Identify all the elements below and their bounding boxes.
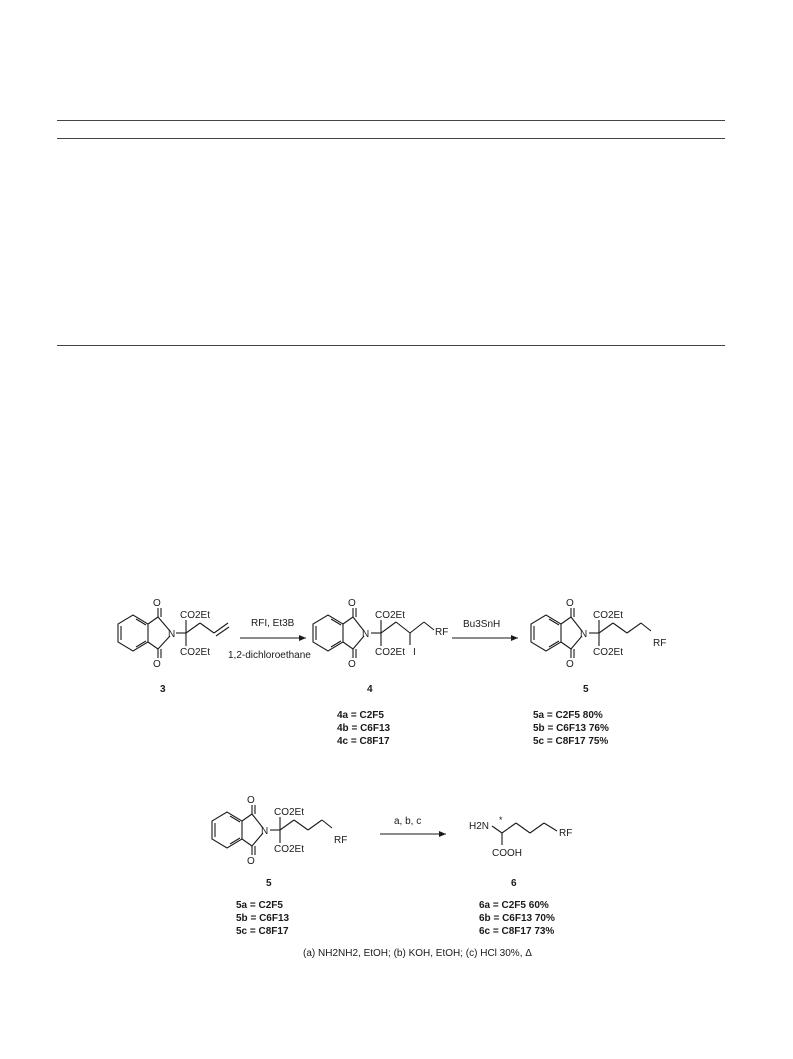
variant-5b: 5b = C6F13 76%: [533, 723, 609, 734]
variant-5a: 5a = C2F5 80%: [533, 710, 603, 721]
variant-5c: 5c = C8F17: [236, 926, 289, 937]
scheme2-reagents: a, b, c: [394, 816, 422, 827]
perfluoroalkyl-label: RF: [334, 835, 348, 846]
variant-6c: 6c = C8F17 73%: [479, 926, 555, 937]
ester-label: CO2Et: [375, 647, 406, 658]
nitrogen-label: N: [261, 826, 269, 837]
step1-solvent: 1,2-dichloroethane: [228, 650, 311, 661]
compound-6-structure: [492, 823, 557, 845]
compound-4-structure: [313, 608, 434, 658]
compound-label-5: 5: [583, 684, 589, 695]
variant-5b: 5b = C6F13: [236, 913, 290, 924]
perfluoroalkyl-label: RF: [653, 638, 667, 649]
perfluoroalkyl-label: RF: [435, 627, 449, 638]
oxo-label: O: [153, 598, 161, 609]
oxo-label: O: [247, 856, 255, 867]
compound-label-6: 6: [511, 878, 517, 889]
oxo-label: O: [566, 598, 574, 609]
oxo-label: O: [153, 659, 161, 670]
variant-4c: 4c = C8F17: [337, 736, 390, 747]
ester-label: CO2Et: [375, 610, 406, 621]
ester-label: CO2Et: [593, 647, 624, 658]
compound-label-5: 5: [266, 878, 272, 889]
compound-5-structure: [212, 805, 332, 855]
variant-6b: 6b = C6F13 70%: [479, 913, 555, 924]
step2-reagent: Bu3SnH: [463, 619, 501, 630]
nitrogen-label: N: [362, 629, 370, 640]
ester-label: CO2Et: [274, 807, 305, 818]
step1-reagents: RFI, Et3B: [251, 618, 295, 629]
acid-label: COOH: [492, 848, 522, 859]
oxo-label: O: [348, 598, 356, 609]
iodo-label: I: [413, 647, 416, 658]
variant-4b: 4b = C6F13: [337, 723, 391, 734]
ester-label: CO2Et: [180, 610, 211, 621]
nitrogen-label: N: [580, 629, 588, 640]
reaction-conditions: (a) NH2NH2, EtOH; (b) KOH, EtOH; (c) HCl 30%, Δ: [303, 948, 532, 959]
compound-label-3: 3: [160, 684, 166, 695]
stereo-marker: *: [499, 815, 503, 825]
variant-5c: 5c = C8F17 75%: [533, 736, 609, 747]
variant-6a: 6a = C2F5 60%: [479, 900, 549, 911]
ester-label: CO2Et: [180, 647, 211, 658]
variant-4a: 4a = C2F5: [337, 710, 384, 721]
oxo-label: O: [566, 659, 574, 670]
compound-5-structure: [531, 608, 651, 658]
oxo-label: O: [247, 795, 255, 806]
ester-label: CO2Et: [274, 844, 305, 855]
nitrogen-label: N: [168, 629, 176, 640]
compound-label-4: 4: [367, 684, 373, 695]
oxo-label: O: [348, 659, 356, 670]
variant-5a: 5a = C2F5: [236, 900, 283, 911]
ester-label: CO2Et: [593, 610, 624, 621]
perfluoroalkyl-label: RF: [559, 828, 573, 839]
amine-label: H2N: [469, 821, 490, 832]
